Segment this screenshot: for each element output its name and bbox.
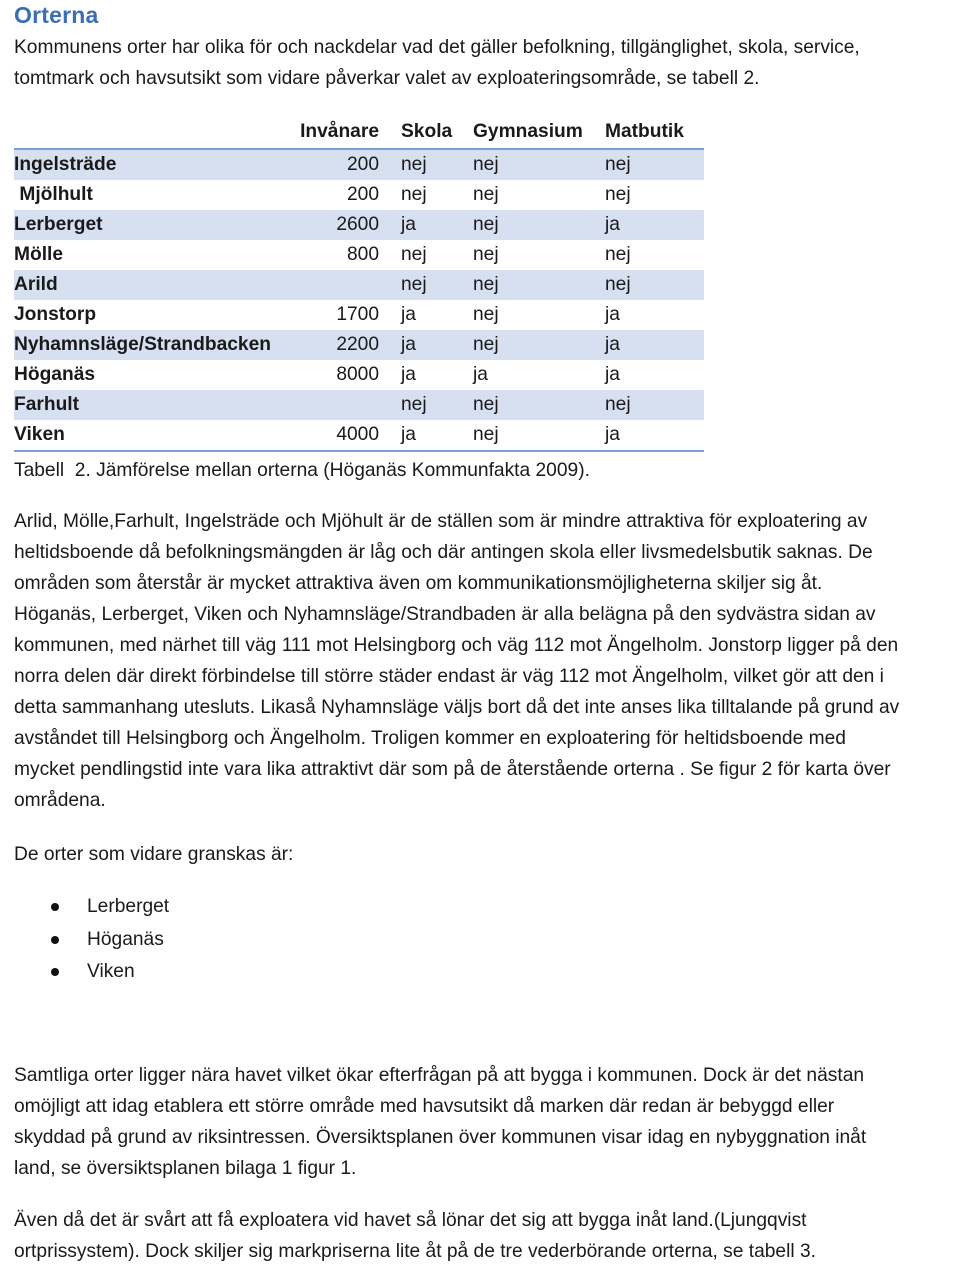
- gymnasium-cell: nej: [473, 184, 499, 205]
- header-gymnasium: Gymnasium: [473, 116, 605, 149]
- table-row: [14, 180, 704, 210]
- matbutik-cell: nej: [605, 244, 631, 265]
- coast-paragraph: [14, 1060, 958, 1184]
- bullet-icon: [51, 903, 59, 911]
- population-cell: [298, 270, 401, 300]
- header-skola: Skola: [401, 116, 473, 149]
- coast-line: skyddad på grund av riksintressen. Översiktsplanen över kommunen visar idag en nybyggnation inåt: [14, 1127, 867, 1148]
- table-row: [14, 210, 704, 240]
- analysis-line: områden som återstår är mycket attraktiva även om kommunikationsmöjligheterna skiljer sig åt.: [14, 573, 823, 594]
- table-row: [14, 360, 704, 390]
- population-cell: 200: [346, 184, 379, 205]
- population-cell: 2200: [298, 330, 401, 360]
- gymnasium-cell: nej: [473, 330, 605, 360]
- gymnasium-cell: nej: [473, 210, 605, 240]
- skola-cell: ja: [401, 420, 473, 451]
- matbutik-cell: ja: [605, 420, 704, 451]
- table-caption: Tabell 2. Jämförelse mellan orterna (Höganäs Kommunfakta 2009).: [14, 460, 590, 481]
- population-cell: 4000: [298, 420, 401, 451]
- inland-line: Även då det är svårt att få exploatera vid havet så lönar det sig att bygga inåt land.(Ljungqvist: [14, 1210, 807, 1231]
- bullet-icon: [51, 936, 59, 944]
- list-item: [14, 924, 169, 957]
- table-row: [14, 420, 704, 451]
- list-item-label: Viken: [87, 961, 135, 982]
- list-item-label: Höganäs: [87, 928, 164, 950]
- further-intro-line: De orter som vidare granskas är:: [14, 844, 294, 865]
- place-name: Jonstorp: [14, 304, 97, 325]
- gymnasium-cell: ja: [473, 364, 488, 385]
- gymnasium-cell: nej: [473, 390, 605, 420]
- place-name: Mölle: [14, 244, 64, 265]
- coast-line: land, se översiktsplanen bilaga 1 figur 1.: [14, 1158, 357, 1179]
- matbutik-cell: ja: [605, 210, 704, 240]
- analysis-line: heltidsboende då befolkningsmängden är låg och där antingen skola eller livsmedelsbutik saknas. De: [14, 542, 873, 563]
- place-name: Mjölhult: [14, 184, 93, 205]
- skola-cell: nej: [401, 390, 473, 420]
- matbutik-cell: nej: [605, 184, 631, 205]
- skola-cell: nej: [401, 270, 473, 300]
- list-item: [14, 956, 169, 989]
- table-row: [14, 330, 704, 360]
- population-cell: 2600: [298, 210, 401, 240]
- inland-line: ortprissystem). Dock skiljer sig markpriserna lite åt på de tre vederbörande orterna, se tabell 3.: [14, 1241, 816, 1262]
- intro-line: tomtmark och havsutsikt som vidare påverkar valet av exploateringsområde, se tabell 2.: [14, 68, 760, 89]
- bullet-icon: [51, 968, 59, 976]
- analysis-line: Höganäs, Lerberget, Viken och Nyhamnsläge/Strandbaden är alla belägna på den sydvästra sidan av: [14, 604, 876, 625]
- skola-cell: nej: [401, 149, 473, 180]
- inland-paragraph: [14, 1205, 958, 1267]
- header-place: [14, 116, 298, 149]
- population-cell: 200: [298, 149, 401, 180]
- comparison-table: [14, 116, 704, 452]
- matbutik-cell: nej: [605, 149, 704, 180]
- table-row: [14, 240, 704, 270]
- analysis-line: områdena.: [14, 790, 106, 811]
- population-cell: 800: [346, 244, 379, 265]
- header-matbutik: Matbutik: [605, 116, 704, 149]
- skola-cell: nej: [401, 244, 427, 265]
- analysis-line: detta sammanhang utesluts. Likaså Nyhamnsläge väljs bort då det inte anses lika tilltalande på grund av: [14, 697, 900, 718]
- section-heading: Orterna: [14, 2, 99, 28]
- analysis-paragraph: [14, 506, 958, 816]
- skola-cell: ja: [401, 304, 416, 325]
- place-name: Nyhamnsläge/Strandbacken: [14, 330, 298, 360]
- skola-cell: ja: [401, 210, 473, 240]
- place-name: Ingelsträde: [14, 149, 298, 180]
- table-header-row: [14, 116, 704, 149]
- analysis-line: norra delen där direkt förbindelse till större städer endast är väg 112 mot Ängelholm, vilket gör att den i: [14, 666, 884, 687]
- intro-paragraph: [14, 32, 958, 94]
- gymnasium-cell: nej: [473, 420, 605, 451]
- population-cell: [298, 390, 401, 420]
- table-row: [14, 270, 704, 300]
- matbutik-cell: ja: [605, 330, 704, 360]
- table-row: [14, 390, 704, 420]
- analysis-line: mycket pendlingstid inte vara lika attraktivt där som på de återstående orterna . Se figur 2 för karta över: [14, 759, 891, 780]
- intro-line: Kommunens orter har olika för och nackdelar vad det gäller befolkning, tillgänglighet, skola, service,: [14, 37, 860, 58]
- matbutik-cell: nej: [605, 270, 704, 300]
- analysis-line: avståndet till Helsingborg och Ängelholm. Troligen kommer en exploatering för heltidsboende med: [14, 728, 846, 749]
- list-item-label: Lerberget: [87, 896, 170, 917]
- gymnasium-cell: nej: [473, 244, 499, 265]
- selected-places-list: [14, 891, 169, 989]
- skola-cell: ja: [401, 364, 416, 385]
- analysis-line: kommunen, med närhet till väg 111 mot Helsingborg och väg 112 mot Ängelholm. Jonstorp ligger på den: [14, 635, 899, 656]
- population-cell: 8000: [336, 364, 379, 385]
- place-name: Arild: [14, 270, 298, 300]
- place-name: Höganäs: [14, 364, 96, 385]
- matbutik-cell: nej: [605, 390, 704, 420]
- skola-cell: ja: [401, 330, 473, 360]
- population-cell: 1700: [336, 304, 379, 325]
- skola-cell: nej: [401, 184, 427, 205]
- place-name: Farhult: [14, 390, 298, 420]
- place-name: Viken: [14, 420, 298, 451]
- gymnasium-cell: nej: [473, 304, 499, 325]
- table-row: [14, 149, 704, 180]
- further-intro: [14, 839, 958, 870]
- table-row: [14, 300, 704, 330]
- gymnasium-cell: nej: [473, 270, 605, 300]
- gymnasium-cell: nej: [473, 149, 605, 180]
- coast-line: Samtliga orter ligger nära havet vilket ökar efterfrågan på att bygga i kommunen. Dock är det nästan: [14, 1065, 865, 1086]
- list-item: [14, 891, 169, 924]
- coast-line: omöjligt att idag etablera ett större område med havsutsikt då marken där redan är bebyggd eller: [14, 1096, 835, 1117]
- header-invanare: Invånare: [298, 116, 401, 149]
- matbutik-cell: ja: [605, 364, 620, 385]
- matbutik-cell: ja: [605, 304, 620, 325]
- analysis-line: Arlid, Mölle,Farhult, Ingelsträde och Mjöhult är de ställen som är mindre attraktiva för exploatering av: [14, 511, 868, 532]
- place-name: Lerberget: [14, 210, 298, 240]
